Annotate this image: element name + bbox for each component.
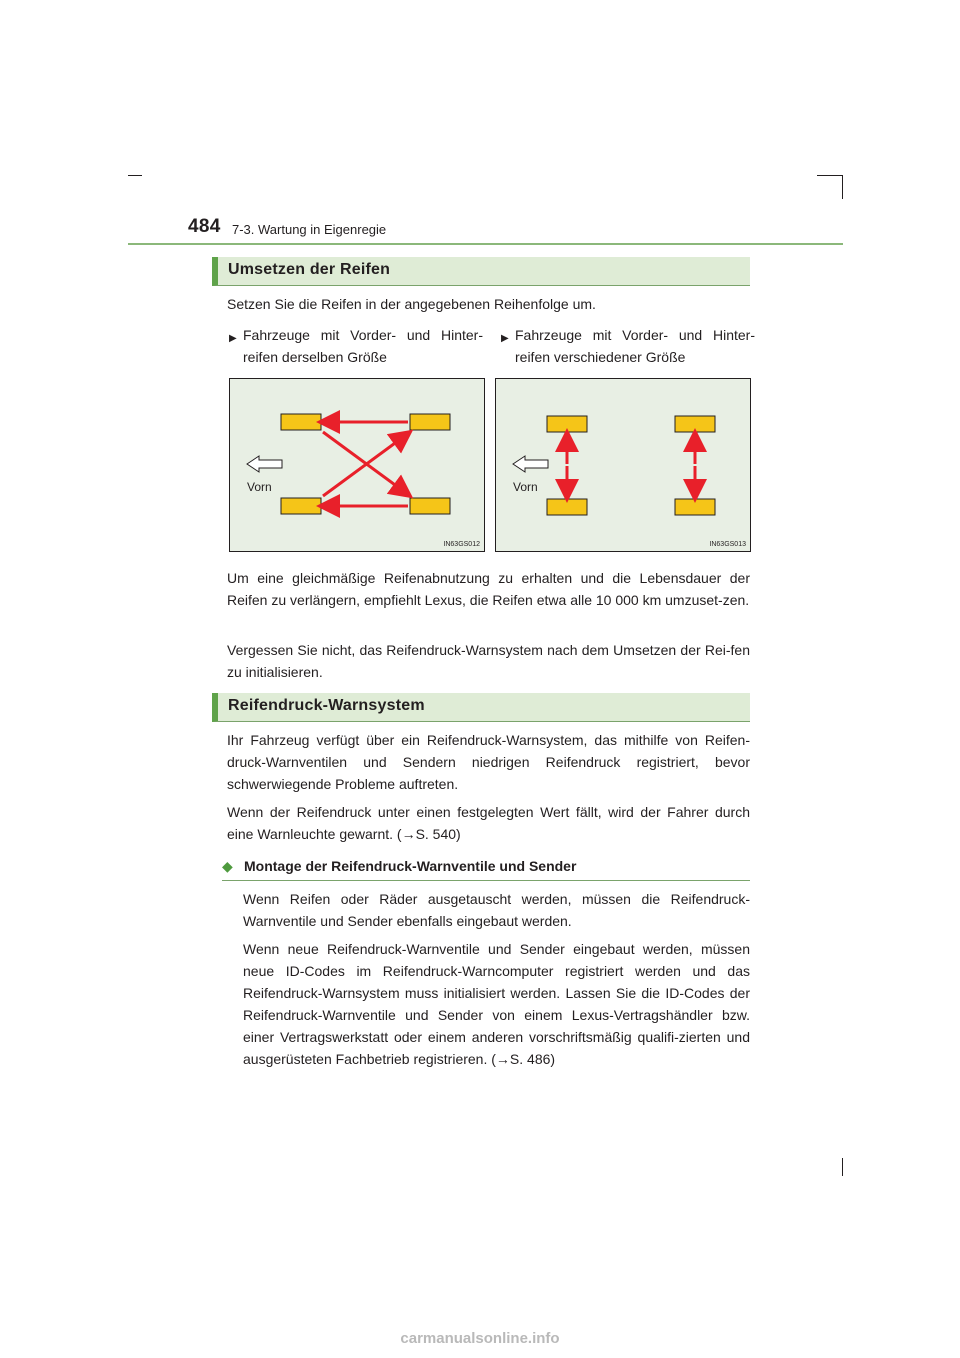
crop-mark [817,175,843,176]
arrow-front-left-to-rear-right [323,432,406,493]
tpms-warning-text: Wenn der Reifendruck unter einen festgelegten Wert fällt, wird der Fahrer durch eine Warnleuchte gewarnt. (→S. 540) [227,804,750,842]
rotation-interval-text: Um eine gleichmäßige Reifenabnutzung zu erhalten und die Lebensdauer der Reifen zu verlängern, empfiehlt Lexus, die Reifen etwa alle 10 000 km umzuset-zen. [227,570,750,608]
diamond-icon: ◆ [222,858,233,874]
page-number: 484 [188,216,221,237]
section-heading-tpms [212,693,750,722]
tire-front-right [281,498,321,514]
intro-text: Setzen Sie die Reifen in der angegebenen Reihenfolge um. [227,296,596,312]
bullet-text: Fahrzeuge mit Vorder- und Hinter-reifen derselben Größe [243,327,483,365]
bullet-same-size [229,324,485,368]
tire-rear-left [410,414,450,430]
crop-mark [842,175,843,199]
section-heading-tire-rotation [212,257,750,286]
tire-rear-right [410,498,450,514]
front-label: Vorn [513,480,538,494]
tire-rear-right [675,499,715,515]
front-label: Vorn [247,480,272,494]
bullet-different-size [501,324,757,368]
bullet-triangle-icon: ▶ [229,333,237,344]
watermark: carmanualsonline.info [400,1330,560,1347]
section-title: Umsetzen der Reifen [228,261,391,278]
figure-cross-rotation [229,378,485,552]
running-head: 7-3. Wartung in Eigenregie [232,222,387,237]
subsection-title: Montage der Reifendruck-Warnventile und Sender [244,858,577,874]
crop-mark [842,1158,843,1176]
figure-code: IN63GS012 [443,541,480,548]
crop-mark [128,175,142,176]
installation-text: Wenn Reifen oder Räder ausgetauscht werden, müssen die Reifendruck-Warnventile und Sender ebenfalls eingebaut werden. [243,891,750,929]
tire-rear-left [675,416,715,432]
figure-side-rotation [495,378,751,552]
tire-front-left [547,416,587,432]
figure-code: IN63GS013 [709,541,746,548]
side-rotation-diagram [496,379,750,551]
arrow-front-right-to-rear-left [323,435,406,496]
bullet-text: Fahrzeuge mit Vorder- und Hinter-reifen verschiedener Größe [515,327,755,365]
tpms-description-text: Ihr Fahrzeug verfügt über ein Reifendruck-Warnsystem, das mithilfe von Reifen-druck-Warnventilen und Sendern niedrigen Reifendruck registriert, bevor schwerwiegende Probleme auftreten. [227,732,750,792]
section-title: Reifendruck-Warnsystem [228,697,425,714]
tire-front-left [281,414,321,430]
front-direction-arrow-icon [513,456,548,472]
header-rule [128,243,843,245]
registration-text: Wenn neue Reifendruck-Warnventile und Sender eingebaut werden, müssen neue ID-Codes im Reifendruck-Warncomputer registriert werden und das Reifendruck-Warnsystem muss initialisiert werden. Lassen Sie die ID-Codes der Reifendruck-Warnventile und Sender von einem Lexus-Vertragshändler bzw. einer Vertragswerkstatt oder einem anderen vorschriftsmäßig qualifi-zierten und ausgerüsteten Fachbetrieb registrieren. (→S. 486) [243,941,750,1067]
bullet-triangle-icon: ▶ [501,333,509,344]
cross-rotation-diagram [230,379,484,551]
tire-front-right [547,499,587,515]
subsection-heading [222,855,750,881]
front-direction-arrow-icon [247,456,282,472]
initialize-reminder-text: Vergessen Sie nicht, das Reifendruck-Warnsystem nach dem Umsetzen der Rei-fen zu initialisieren. [227,642,750,680]
